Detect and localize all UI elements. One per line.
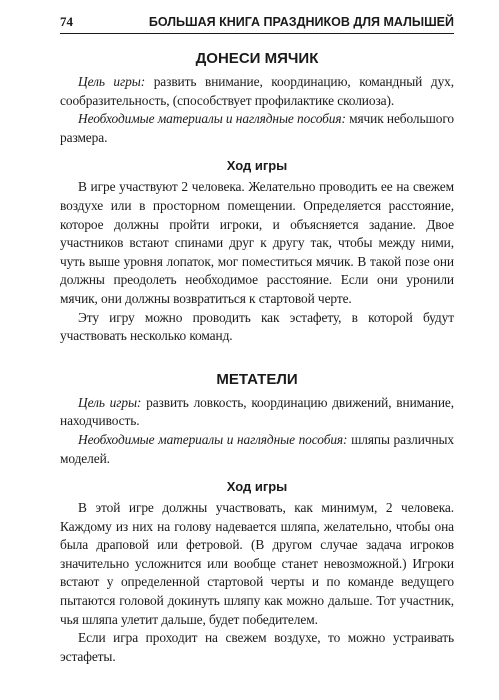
game-goal-paragraph: [60, 394, 454, 431]
running-head: [60, 6, 454, 34]
body-paragraph: В этой игре должны участвовать, как минимум, 2 человека. Каждому из них на голову надевается шляпа, желательно, чтобы она была драповой или фетровой. (В другом случае задача игроков значительно усложнится или вообще станет невозможной.) Игроки встают у определенной стартовой черты и по команде ведущего пытаются головой докинуть шляпу как можно дальше. Тот участник, чья шляпа улетит дальше, будет победителем.: [60, 500, 454, 627]
materials-label: Необходимые материалы и наглядные пособия:: [78, 111, 346, 127]
page-number: 74: [60, 14, 73, 29]
game-goal-paragraph: [60, 73, 454, 110]
body-paragraph: Если игра проходит на свежем воздухе, то можно устраивать эстафеты.: [60, 630, 454, 664]
materials-paragraph: [60, 431, 454, 468]
materials-label: Необходимые материалы и наглядные пособия:: [78, 431, 348, 447]
goal-text: развить внимание, координацию, командный дух, сообразительность, (способствует профилактике сколиоза).: [60, 74, 454, 108]
materials-paragraph: [60, 110, 454, 147]
game-title-throwers: МЕТАТЕЛИ: [216, 370, 298, 388]
book-page: [60, 6, 454, 692]
body-paragraph: В игре участвуют 2 человека. Желательно проводить ее на свежем воздухе или в просторном помещении. Определяется расстояние, которое должны пройти игроки, и объясняется задание. Двое участников встают спинами друг к другу так, чтобы между ними, чуть выше уровня лопаток, мог поместиться мячик. В такой позе они должны преодолеть необходимое расстояние. Если они уронили мячик, они должны возвратиться к стартовой черте.: [60, 179, 454, 306]
goal-label: Цель игры:: [78, 394, 142, 410]
goal-label: Цель игры:: [78, 74, 146, 89]
body-paragraph: Эту игру можно проводить как эстафету, в которой будут участвовать несколько команд.: [60, 309, 454, 344]
materials-text: мячик небольшого размера.: [60, 111, 454, 145]
game-progress-heading: Ход игры: [226, 479, 288, 495]
book-title: БОЛЬШАЯ КНИГА ПРАЗДНИКОВ ДЛЯ МАЛЫШЕЙ: [148, 15, 454, 29]
materials-text: шляпы различных моделей.: [60, 431, 454, 466]
game-title-carry-ball: ДОНЕСИ МЯЧИК: [195, 50, 319, 67]
goal-text: развить ловкость, координацию движений, внимание, находчивость.: [60, 394, 454, 429]
game-progress-heading: Ход игры: [226, 158, 288, 174]
